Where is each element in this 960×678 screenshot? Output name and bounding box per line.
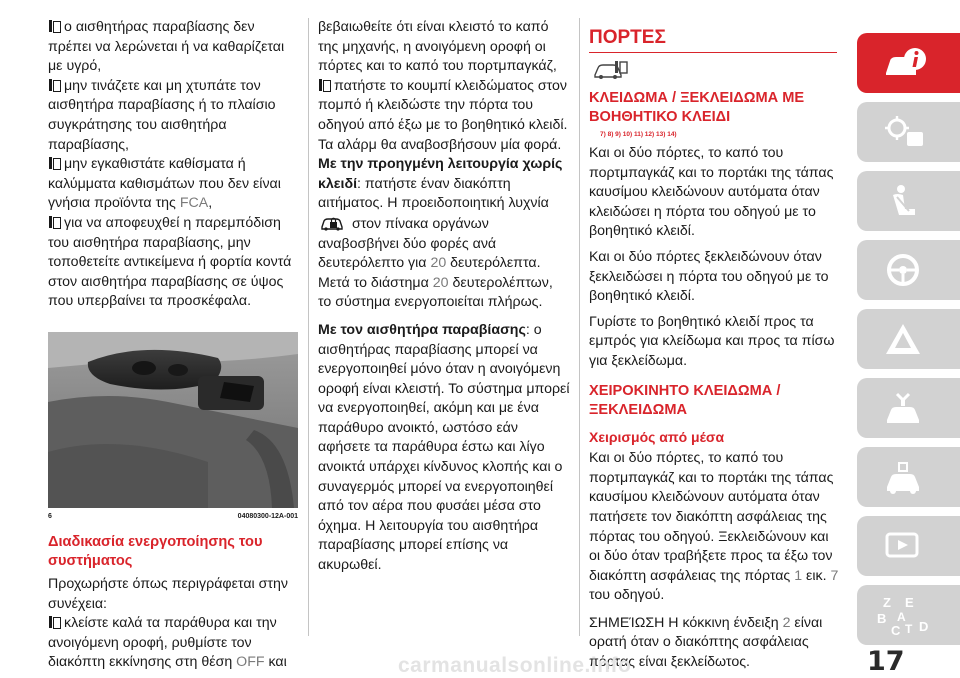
chapter-tab-safety[interactable] (857, 171, 960, 231)
bullet-item: ο αισθητήρας παραβίασης δεν πρέπει να λερώνεται ή να καθαρίζεται με υγρό, (48, 19, 285, 75)
warning-triangle-icon (883, 321, 927, 359)
note-paragraph: ΣΗΜΕΊΩΣΗ Η κόκκινη ένδειξη 2 είναι ορατή όταν ο διακόπτης ασφάλειας πόρτας είναι ξεκλείδωτος. (589, 614, 823, 671)
multimedia-icon (883, 528, 927, 566)
svg-text:E: E (905, 595, 914, 610)
figure-image-interior-sensor (48, 332, 298, 508)
bullet-item: κλείστε καλά τα παράθυρα και την ανοιγόμενη οροφή, ρυθμίστε τον διακόπτη εκκίνησης στη θέση OFF και (48, 615, 287, 671)
brand-name: FCA (179, 195, 209, 212)
figure-caption (48, 512, 298, 521)
svg-text:Z: Z (883, 595, 891, 610)
chapter-tab-info[interactable] (857, 33, 960, 93)
bullet-item: πατήστε το κουμπί κλειδώματος στον πομπό ή κλειδώστε την πόρτα του οδηγού από έξω με το βοηθητικό κλειδί. Τα αλάρμ θα αναβοσβήσουν μία φορά. Με την προηγμένη λειτουργία χωρίς κλειδί: πατήστε έναν διακόπτη αιτήματος. Η προειδοποιητική λυχνία στον πίνακα οργάνων αναβοσβήνει δύο φορές ανά δευτερόλεπτο για 20 δευτερόλεπτα. Μετά το διάστημα 20 δευτερολέπτων, το σύστημα ενεργοποιείται πλήρως. (318, 77, 568, 311)
svg-text:B: B (877, 611, 887, 626)
paragraph: Προχωρήστε όπως περιγράφεται στην συνέχεια: (48, 575, 288, 612)
paragraph: Και οι δύο πόρτες ξεκλειδώνουν όταν ξεκλειδώσει η πόρτα του οδηγού με το βοηθητικό κλειδί. (589, 248, 829, 305)
svg-text:T: T (905, 622, 913, 636)
chapter-tab-starting[interactable] (857, 240, 960, 300)
index-letters-icon (877, 593, 933, 637)
bullet-icon (48, 20, 61, 32)
subsection-heading: Χειρισμός από μέσα (589, 428, 725, 445)
section-heading: Διαδικασία ενεργοποίησης του συστήματος (48, 533, 263, 569)
section-heading: ΚΛΕΙΔΩΜΑ / ΞΕΚΛΕΙΔΩΜΑ ΜΕ ΒΟΗΘΗΤΙΚΟ ΚΛΕΙΔΙ (589, 90, 805, 125)
bullet-item: μην εγκαθιστάτε καθίσματα ή καλύμματα καθισμάτων που δεν είναι γνήσια προϊόντα της FCA, (48, 156, 281, 212)
bullet-icon (48, 79, 61, 91)
page-number: 17 (867, 646, 905, 677)
warning-references: 7) 8) 9) 10) 11) 12) 13) 14) (600, 131, 677, 138)
paragraph: βεβαιωθείτε ότι είναι κλειστό το καπό της μηχανής, η ανοιγόμενη οροφή οι πόρτες και το καπό του πορτμπαγκάζ, (318, 19, 557, 75)
bullet-icon (48, 157, 61, 169)
bullet-item: μην τινάζετε και μη χτυπάτε τον αισθητήρα παραβίασης ή το πλαίσιο συγκράτησης του αισθητήρα παραβίασης, (48, 77, 276, 153)
chapter-tab-multimedia[interactable] (857, 516, 960, 576)
car-lock-warning-lamp-icon (319, 214, 347, 232)
figure-code: 04080300-12A-001 (237, 512, 298, 520)
section-heading: ΧΕΙΡΟΚΙΝΗΤΟ ΚΛΕΙΔΩΜΑ / ΞΕΚΛΕΙΔΩΜΑ (589, 382, 781, 418)
switch-position: OFF (236, 654, 265, 671)
column-2 (318, 18, 570, 576)
bullet-icon (318, 79, 331, 91)
roof-sensor-photo (48, 332, 298, 508)
paragraph: Γυρίστε το βοηθητικό κλειδί προς τα εμπρός για κλείδωμα και προς τα πίσω για ξεκλείδωμα. (589, 313, 835, 369)
bullet-icon (48, 616, 61, 628)
column-divider (308, 18, 309, 636)
column-1 (48, 18, 298, 673)
steering-wheel-icon (883, 252, 927, 290)
chapter-tab-maintenance[interactable] (857, 378, 960, 438)
watermark: carmanualsonline.info (398, 654, 632, 677)
dashboard-icon (883, 114, 927, 152)
paragraph: Με τον αισθητήρα παραβίασης: ο αισθητήρας παραβίασης μπορεί να ενεργοποιηθεί μόνο όταν η ανοιγόμενη οροφή είναι κλειστή. Το σύστημα μπορεί να ενεργοποιηθεί, ακόμη και με ένα παράθυρο ανοικτό, ωστόσο εάν αφήσετε τα παράθυρα έστω και λίγο ανοικτά υπάρχει κίνδυνος κλοπής και ο συναγερμός μπορεί να ενεργοποιηθεί από τον αέρα που φυσάει μέσα στο όχημα. Η λειτουργία του αισθητήρα παραβίασης μπορεί επίσης να ακυρωθεί. (318, 321, 570, 574)
chapter-tab-index[interactable] (857, 585, 960, 645)
paragraph: Και οι δύο πόρτες, το καπό του πορτμπαγκάζ και το πορτάκι της τάπας καυσίμου κλειδώνουν αυτόματα όταν πατήσετε τον διακόπτη ασφάλειας της πόρτας του οδηγού. Ξεκλειδώνουν και οι δύο όταν τραβήξετε προς τα έξω τον διακόπτη ασφάλειας της πόρτας 1 εικ. 7 του οδηγού. (589, 450, 839, 604)
column-3 (589, 18, 839, 673)
section-title: ΠΟΡΤΕΣ (589, 26, 837, 53)
chapter-tab-emergency[interactable] (857, 309, 960, 369)
svg-text:C: C (891, 623, 901, 637)
wrench-car-icon (883, 390, 927, 428)
column-divider (579, 18, 580, 636)
chapter-tab-technical-data[interactable] (857, 447, 960, 507)
bullet-item: για να αποφευχθεί η παρεμπόδιση του αισθητήρα παραβίασης, μην τοποθετείτε αντικείμενα ή φορτία κοντά στον αισθητήρα παραβίασης σε ύψος που υπερβαίνει τα προσκέφαλα. (48, 214, 292, 310)
bullet-icon (48, 216, 61, 228)
chapter-tab-dashboard[interactable] (857, 102, 960, 162)
car-lock-icon (593, 59, 629, 81)
seat-safety-icon (883, 183, 927, 221)
figure-number: 6 (48, 512, 52, 520)
svg-text:D: D (919, 619, 929, 634)
car-info-icon (883, 45, 927, 83)
svg-text:A: A (897, 610, 906, 624)
paragraph: Και οι δύο πόρτες, το καπό του πορτμπαγκάζ και το πορτάκι της τάπας καυσίμου κλειδώνουν αυτόματα όταν κλειδώσει η πόρτα του οδηγού με το βοηθητικό κλειδί. (589, 145, 834, 240)
car-data-icon (883, 459, 927, 497)
